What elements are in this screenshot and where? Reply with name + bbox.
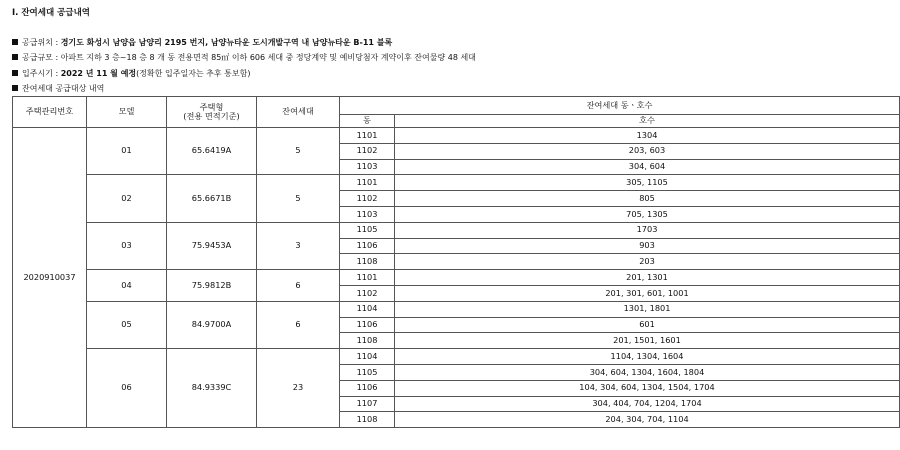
type-cell: 75.9453A — [167, 222, 257, 269]
ho-cell: 305, 1105 — [395, 175, 900, 191]
model-cell: 01 — [87, 128, 167, 175]
table-row — [13, 222, 900, 238]
type-cell: 65.6671B — [167, 175, 257, 222]
type-cell: 84.9700A — [167, 301, 257, 348]
info-label: 공급위치 : — [22, 38, 61, 47]
dong-cell: 1108 — [340, 412, 395, 428]
header-remaining: 잔여세대 — [257, 97, 340, 128]
ho-cell: 304, 604, 1304, 1604, 1804 — [395, 364, 900, 380]
ho-cell: 903 — [395, 238, 900, 254]
dong-cell: 1103 — [340, 159, 395, 175]
ho-cell: 1703 — [395, 222, 900, 238]
dong-cell: 1106 — [340, 317, 395, 333]
dong-cell: 1104 — [340, 349, 395, 365]
info-emphasis: 경기도 화성시 남양읍 남양리 2195 번지, 남양뉴타운 도시개발구역 내 남양뉴타운 B-11 블록 — [60, 38, 393, 47]
dong-cell: 1101 — [340, 175, 395, 191]
mgmt-no-cell: 2020910037 — [13, 128, 87, 428]
model-cell: 05 — [87, 301, 167, 348]
dong-cell: 1107 — [340, 396, 395, 412]
ho-cell: 304, 604 — [395, 159, 900, 175]
table-row — [13, 270, 900, 286]
model-cell: 06 — [87, 349, 167, 428]
info-label: 공급규모 : 아파트 지하 3 층~18 층 8 개 동 전용면적 85㎡ 이하 606 세대 중 정당계약 및 예비당첨자 계약이후 잔여물량 48 세대 — [22, 53, 476, 62]
header-ho: 호수 — [395, 115, 900, 128]
ho-cell: 1104, 1304, 1604 — [395, 349, 900, 365]
dong-cell: 1102 — [340, 143, 395, 159]
info-note: (정확한 입주일자는 추후 통보함) — [136, 69, 251, 78]
header-row — [13, 97, 900, 115]
type-cell: 84.9339C — [167, 349, 257, 428]
type-cell: 75.9812B — [167, 270, 257, 302]
square-bullet-icon — [12, 39, 18, 45]
section-title: I. 잔여세대 공급내역 — [12, 8, 90, 18]
dong-cell: 1101 — [340, 128, 395, 144]
ho-cell: 204, 304, 704, 1104 — [395, 412, 900, 428]
remaining-cell: 6 — [257, 301, 340, 348]
model-cell: 02 — [87, 175, 167, 222]
header-house-type: 주택형 (전용 면적기준) — [167, 97, 257, 128]
remaining-cell: 5 — [257, 175, 340, 222]
ho-cell: 705, 1305 — [395, 206, 900, 222]
ho-cell: 601 — [395, 317, 900, 333]
model-cell: 04 — [87, 270, 167, 302]
remaining-cell: 23 — [257, 349, 340, 428]
ho-cell: 201, 301, 601, 1001 — [395, 285, 900, 301]
remaining-cell: 6 — [257, 270, 340, 302]
dong-cell: 1108 — [340, 254, 395, 270]
square-bullet-icon — [12, 70, 18, 76]
model-cell: 03 — [87, 222, 167, 269]
supply-table — [12, 96, 900, 428]
ho-cell: 1304 — [395, 128, 900, 144]
dong-cell: 1103 — [340, 206, 395, 222]
info-emphasis: 2022 년 11 월 예정 — [60, 69, 137, 78]
dong-cell: 1101 — [340, 270, 395, 286]
ho-cell: 304, 404, 704, 1204, 1704 — [395, 396, 900, 412]
ho-cell: 203, 603 — [395, 143, 900, 159]
info-line-location — [12, 37, 392, 48]
ho-cell: 201, 1501, 1601 — [395, 333, 900, 349]
dong-cell: 1102 — [340, 191, 395, 207]
table-row — [13, 301, 900, 317]
ho-cell: 201, 1301 — [395, 270, 900, 286]
ho-cell: 1301, 1801 — [395, 301, 900, 317]
info-label: 잔여세대 공급대상 내역 — [22, 84, 105, 93]
dong-cell: 1105 — [340, 364, 395, 380]
square-bullet-icon — [12, 85, 18, 91]
remaining-cell: 5 — [257, 128, 340, 175]
table-row — [13, 175, 900, 191]
ho-cell: 805 — [395, 191, 900, 207]
square-bullet-icon — [12, 54, 18, 60]
header-dong: 동 — [340, 115, 395, 128]
table-row — [13, 349, 900, 365]
info-line-scale — [12, 52, 476, 63]
dong-cell: 1106 — [340, 238, 395, 254]
remaining-cell: 3 — [257, 222, 340, 269]
info-line-move-in — [12, 68, 251, 79]
info-label: 입주시기 : — [22, 69, 61, 78]
header-mgmt-no: 주택관리번호 — [13, 97, 87, 128]
table-row — [13, 128, 900, 144]
type-cell: 65.6419A — [167, 128, 257, 175]
dong-cell: 1102 — [340, 285, 395, 301]
dong-cell: 1104 — [340, 301, 395, 317]
header-model: 모델 — [87, 97, 167, 128]
info-line-target — [12, 83, 104, 94]
header-units: 잔여세대 동ㆍ호수 — [340, 97, 900, 115]
dong-cell: 1105 — [340, 222, 395, 238]
dong-cell: 1106 — [340, 380, 395, 396]
dong-cell: 1108 — [340, 333, 395, 349]
ho-cell: 203 — [395, 254, 900, 270]
ho-cell: 104, 304, 604, 1304, 1504, 1704 — [395, 380, 900, 396]
